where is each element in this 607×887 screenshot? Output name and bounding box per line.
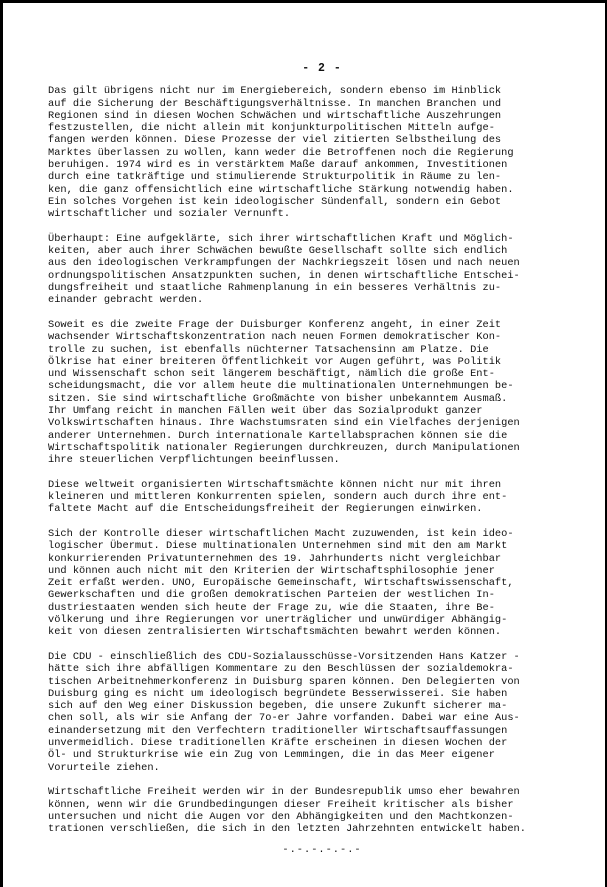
text-line: konkurrierenden Privatunternehmen des 19. Jahrhunderts nicht vergleichbar — [48, 552, 502, 565]
paragraph — [48, 786, 596, 835]
text-line: trolle zu suchen, ist ebenfalls nüchterner Tatsachensinn am Platze. Die — [48, 343, 489, 356]
text-line: wachsender Wirtschaftskonzentration nach neuen Formen demokratischer Kon- — [48, 331, 502, 344]
text-line: kleineren und mittleren Konkurrenten spielen, sondern auch durch ihre ent- — [48, 491, 508, 504]
text-line: beruhigen. 1974 wird es in verstärktem Maße darauf ankommen, Investitionen — [48, 159, 508, 172]
text-line: dustriestaaten wenden sich heute der Frage zu, wie die Staaten, ihre Be- — [48, 601, 495, 614]
text-line: untersuchen und nicht die Augen vor den Abhängigkeiten und den Machtkonzen- — [48, 810, 514, 823]
text-line: völkerung und ihre Regierungen vor unerträglicher und unwürdiger Abhängig- — [48, 614, 508, 627]
text-line: durch eine tatkräftige und stimulierende Strukturpolitik in Räume zu len- — [48, 171, 502, 184]
end-mark: -.-.-.-.-.- — [282, 843, 362, 856]
text-line: Ölkrise hat einer breiteren Öffentlichkeit vor Augen geführt, was Politik — [48, 355, 502, 368]
text-line: Öl- und Strukturkrise wie ein Zug von Lemmingen, die in das Meer eigener — [48, 749, 495, 762]
text-line: wirtschaftlicher und sozialer Vernunft. — [48, 208, 291, 221]
text-line: ihre steuerlichen Verpflichtungen beeinflussen. — [48, 454, 340, 467]
text-line: auf die Sicherung der Beschäftigungsverhältnisse. In manchen Branchen und — [48, 97, 502, 110]
text-line: sich auf den Weg einer Diskussion begeben, die unsere Zukunft sicherer ma- — [48, 700, 508, 713]
text-line: Ihr Umfang reicht in manchen Fällen weit über das Sozialprodukt ganzer — [48, 405, 483, 418]
body-text — [48, 85, 596, 835]
text-line: faltete Macht auf die Entscheidungsfreiheit der Regierungen einwirken. — [48, 503, 483, 516]
text-line: Die CDU - einschließlich des CDU-Sozialausschüsse-Vorsitzenden Hans Katzer - — [48, 650, 520, 663]
text-line: einander gebracht werden. — [48, 294, 204, 307]
paragraph — [48, 528, 596, 639]
text-line: ken, die ganz offensichtlich eine wirtschaftliche Stärkung notwendig haben. — [48, 183, 514, 196]
text-line: anderer Unternehmen. Durch internationale Kartellabsprachen können sie die — [48, 429, 508, 442]
text-line: Volkswirtschaften hinaus. Ihre Wachstumsraten sind ein Vielfaches derjenigen — [48, 417, 520, 430]
text-line: können, wenn wir die Grundbedingungen dieser Freiheit kritischer als bisher — [48, 798, 514, 811]
text-line: sitzen. Sie sind wirtschaftliche Großmächte von bisher unbekanntem Ausmaß. — [48, 392, 508, 405]
text-line: scheidungsmacht, die vor allem heute die multinationalen Unternehmungen be- — [48, 380, 514, 393]
page-number: - 2 - — [302, 62, 342, 75]
text-line: Gewerkschaften und die großen demokratischen Parteien der westlichen In- — [48, 589, 495, 602]
text-line: unvermeidlich. Diese traditionellen Kräfte erscheinen in diesen Wochen der — [48, 737, 508, 750]
text-line: aus den ideologischen Verkrampfungen der Nachkriegszeit lösen und nach neuen — [48, 257, 520, 270]
text-line: und können auch nicht mit den Kriterien der Wirtschaftsphilosophie jener — [48, 564, 495, 577]
text-line: trationen verschließen, die sich in den letzten Jahrzehnten entwickelt haben. — [48, 823, 526, 836]
text-line: fangen werden können. Diese Prozesse der viel zitierten Selbstheilung des — [48, 134, 502, 147]
text-line: keit von diesen zentralisierten Wirtschaftsmächten bewahrt werden können. — [48, 626, 502, 639]
text-line: Duisburg ging es nicht um ideologisch begründete Besserwisserei. Sie haben — [48, 687, 508, 700]
text-line: Das gilt übrigens nicht nur im Energiebereich, sondern ebenso im Hinblick — [48, 85, 502, 98]
text-line: dungsfreiheit und staatliche Rahmenplanung in ein besseres Verhältnis zu- — [48, 282, 502, 295]
text-line: Wirtschaftspolitik nationaler Regierungen durchkreuzen, durch Manipulationen — [48, 441, 520, 454]
text-line: Wirtschaftliche Freiheit werden wir in der Bundesrepublik umso eher bewahren — [48, 786, 520, 799]
page-content — [48, 63, 596, 856]
text-line: Diese weltweit organisierten Wirtschaftsmächte können nicht nur mit ihren — [48, 478, 502, 491]
text-line: Ein solches Vorgehen ist kein ideologischer Sündenfall, sondern ein Gebot — [48, 195, 502, 208]
text-line: Vorurteile ziehen. — [48, 761, 160, 774]
text-line: und Wissenschaft schon seit längerem beschäftigt, nämlich die große Ent- — [48, 368, 495, 381]
text-line: einandersetzung mit den Verfechtern traditioneller Wirtschaftsauffassungen — [48, 724, 508, 737]
text-line: hätte sich ihre abfälligen Kommentare zu den Beschlüssen der sozialdemokra- — [48, 663, 514, 676]
text-line: Soweit es die zweite Frage der Duisburger Konferenz angeht, in einer Zeit — [48, 318, 502, 331]
text-line: chen soll, als wir sie Anfang der 7o-er Jahre vorfanden. Dabei war eine Aus- — [48, 712, 520, 725]
text-line: Zeit erfaßt werden. UNO, Europäische Gemeinschaft, Wirtschaftswissenschaft, — [48, 577, 514, 590]
text-line: logischer Übermut. Diese multinationalen Unternehmen sind mit den am Markt — [48, 540, 508, 553]
paragraph — [48, 319, 596, 467]
text-line: ordnungspolitischen Ansatzpunkten suchen, in denen wirtschaftliche Entschei- — [48, 269, 520, 282]
paragraph — [48, 651, 596, 774]
text-line: festzustellen, die nicht allein mit konjunkturpolitischen Mitteln aufge- — [48, 122, 495, 135]
paragraph — [48, 85, 596, 220]
text-line: Überhaupt: Eine aufgeklärte, sich ihrer wirtschaftlichen Kraft und Möglich- — [48, 232, 514, 245]
text-line: Marktes überlassen zu wollen, kann weder die Betroffenen noch die Regierung — [48, 146, 514, 159]
paragraph — [48, 233, 596, 307]
text-line: tischen Arbeitnehmerkonferenz in Duisburg sparen können. Den Delegierten von — [48, 675, 520, 688]
text-line: Sich der Kontrolle dieser wirtschaftlichen Macht zuzuwenden, ist kein ideo- — [48, 527, 514, 540]
paragraph — [48, 479, 596, 516]
text-line: Regionen sind in diesen Wochen Schwächen und wirtschaftliche Auszehrungen — [48, 109, 502, 122]
text-line: keiten, aber auch ihrer Schwächen bewußte Gesellschaft sollte sich endlich — [48, 245, 508, 258]
